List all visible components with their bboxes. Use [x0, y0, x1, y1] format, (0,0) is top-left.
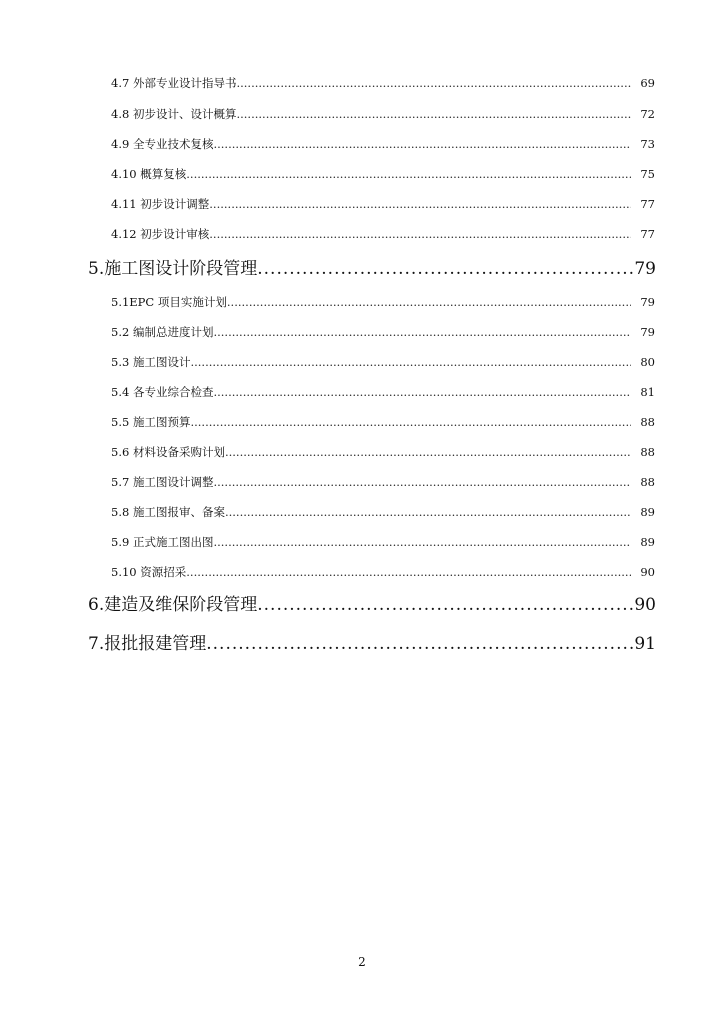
toc-entry-5-8[interactable]	[111, 503, 655, 521]
toc-entry-label: 4.8 初步设计、设计概算	[111, 107, 237, 121]
toc-entry-label: 5.7 施工图设计调整	[111, 475, 214, 489]
toc-chapter-label: 6.建造及维保阶段管理	[88, 595, 258, 615]
toc-entry-page: 79	[640, 295, 655, 309]
toc-entry-5-10[interactable]	[111, 563, 655, 581]
dot-leader	[190, 353, 631, 371]
toc-entry-5-5[interactable]	[111, 413, 655, 431]
dot-leader	[225, 443, 631, 461]
dot-leader	[209, 225, 631, 243]
toc-entry-4-10[interactable]	[111, 165, 655, 183]
toc-entry-label: 5.2 编制总进度计划	[111, 325, 214, 339]
toc-entry-page: 79	[634, 259, 656, 279]
toc-chapter-label: 5.施工图设计阶段管理	[88, 259, 258, 279]
toc-entry-page: 75	[640, 167, 655, 181]
dot-leader	[225, 503, 631, 521]
toc-entry-page: 73	[640, 137, 655, 151]
toc-entry-chapter-5[interactable]	[88, 256, 656, 282]
toc-entry-5-4[interactable]	[111, 383, 655, 401]
toc-entry-page: 89	[640, 535, 655, 549]
toc-entry-5-7[interactable]	[111, 473, 655, 491]
toc-entry-4-11[interactable]	[111, 195, 655, 213]
toc-entry-label: 4.10 概算复核	[111, 167, 187, 181]
toc-entry-chapter-7[interactable]	[88, 631, 656, 657]
toc-entry-5-3[interactable]	[111, 353, 655, 371]
toc-entry-page: 88	[640, 415, 655, 429]
toc-entry-4-8[interactable]	[111, 105, 655, 123]
toc-entry-label: 5.10 资源招采	[111, 565, 187, 579]
dot-leader	[257, 592, 634, 618]
toc-entry-page: 72	[640, 107, 655, 121]
toc-entry-label: 4.7 外部专业设计指导书	[111, 76, 237, 90]
toc-entry-chapter-6[interactable]	[88, 592, 656, 618]
toc-entry-label: 4.9 全专业技术复核	[111, 137, 214, 151]
toc-entry-label: 5.8 施工图报审、备案	[111, 505, 225, 519]
dot-leader	[186, 563, 631, 581]
toc-entry-page: 80	[640, 355, 655, 369]
toc-entry-label: 4.11 初步设计调整	[111, 197, 210, 211]
toc-entry-5-1[interactable]	[111, 293, 655, 311]
dot-leader	[236, 105, 631, 123]
toc-entry-page: 90	[634, 595, 656, 615]
toc-chapter-label: 7.报批报建管理	[88, 634, 207, 654]
toc-entry-4-12[interactable]	[111, 225, 655, 243]
toc-entry-label: 4.12 初步设计审核	[111, 227, 210, 241]
toc-entry-page: 77	[640, 197, 655, 211]
dot-leader	[236, 74, 631, 92]
toc-entry-page: 88	[640, 445, 655, 459]
page-number: 2	[358, 955, 366, 969]
toc-entry-5-9[interactable]	[111, 533, 655, 551]
toc-entry-4-9[interactable]	[111, 135, 655, 153]
toc-entry-page: 89	[640, 505, 655, 519]
toc-entry-page: 91	[634, 634, 656, 654]
dot-leader	[227, 293, 631, 311]
toc-entry-page: 90	[640, 565, 655, 579]
toc-entry-label: 5.3 施工图设计	[111, 355, 191, 369]
dot-leader	[190, 413, 631, 431]
toc-entry-label: 5.4 各专业综合检查	[111, 385, 214, 399]
toc-entry-label: 5.5 施工图预算	[111, 415, 191, 429]
dot-leader	[186, 165, 631, 183]
dot-leader	[213, 473, 631, 491]
dot-leader	[213, 135, 631, 153]
toc-entry-page: 79	[640, 325, 655, 339]
toc-entry-label: 5.1EPC 项目实施计划	[111, 295, 227, 309]
toc-entry-page: 81	[640, 385, 655, 399]
toc-entry-page: 69	[640, 76, 655, 90]
dot-leader	[206, 631, 634, 657]
toc-entry-label: 5.6 材料设备采购计划	[111, 445, 225, 459]
dot-leader	[257, 256, 634, 282]
dot-leader	[213, 533, 631, 551]
dot-leader	[213, 323, 631, 341]
toc-entry-5-6[interactable]	[111, 443, 655, 461]
toc-entry-label: 5.9 正式施工图出图	[111, 535, 214, 549]
toc-entry-5-2[interactable]	[111, 323, 655, 341]
toc-entry-4-7[interactable]	[111, 74, 655, 92]
toc-entry-page: 77	[640, 227, 655, 241]
toc-entry-page: 88	[640, 475, 655, 489]
dot-leader	[209, 195, 631, 213]
dot-leader	[213, 383, 631, 401]
